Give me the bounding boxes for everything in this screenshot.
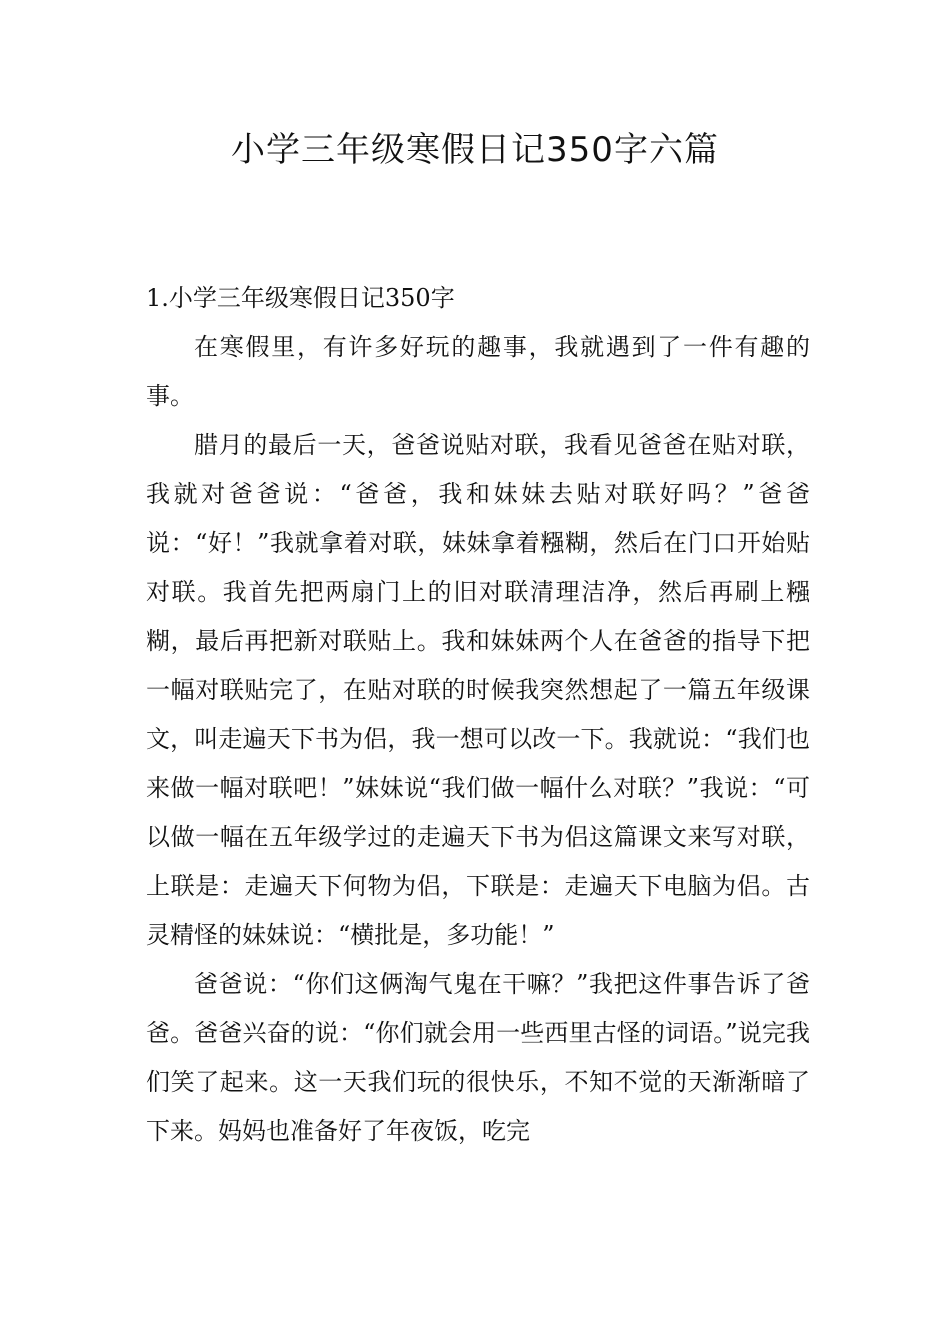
- paragraph-2: 腊月的最后一天，爸爸说贴对联，我看见爸爸在贴对联，我就对爸爸说：“爸爸，我和妹妹去贴对联好吗？”爸爸说：“好！”我就拿着对联，妹妹拿着糨糊，然后在门口开始贴对联。我首先把两扇门上的旧对联清理洁净，然后再刷上糨糊，最后再把新对联贴上。我和妹妹两个人在爸爸的指导下把一幅对联贴完了，在贴对联的时候我突然想起了一篇五年级课文，叫走遍天下书为侣，我一想可以改一下。我就说：“我们也来做一幅对联吧！”妹妹说“我们做一幅什么对联？”我说：“可以做一幅在五年级学过的走遍天下书为侣这篇课文来写对联，上联是：走遍天下何物为侣，下联是：走遍天下电脑为侣。古灵精怪的妹妹说：“横批是，多功能！”: [146, 431, 810, 949]
- document-body: [146, 274, 810, 1156]
- document-title: 小学三年级寒假日记350字六篇: [231, 130, 719, 170]
- paragraph-3: 爸爸说：“你们这俩淘气鬼在干嘛？”我把这件事告诉了爸爸。爸爸兴奋的说：“你们就会用一些西里古怪的词语。”说完我们笑了起来。这一天我们玩的很快乐，不知不觉的天渐渐暗了下来。妈妈也准备好了年夜饭，吃完: [146, 970, 810, 1145]
- paragraph-1: 在寒假里，有许多好玩的趣事，我就遇到了一件有趣的事。: [146, 333, 810, 410]
- section-heading: 1.小学三年级寒假日记350字: [146, 284, 455, 312]
